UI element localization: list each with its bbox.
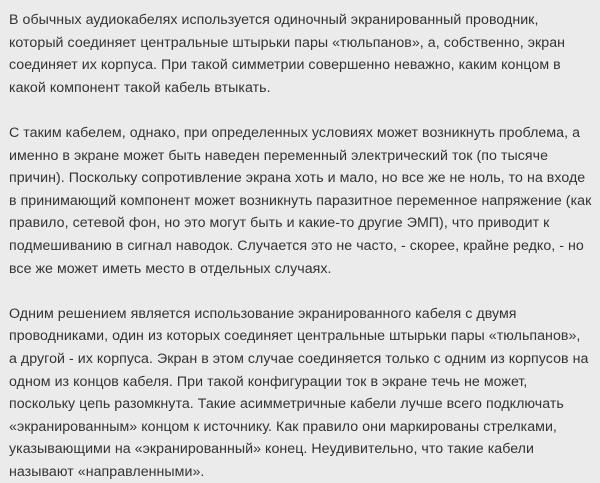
paragraph-single-conductor-cable: В обычных аудиокабелях используется одиночный экранированный проводник, который соединяет центральные штырьки пары «тюльпанов», а, собственно, экран соединяет их корпуса. При такой симметрии совершенно неважно, каким концом в какой компонент такой кабель втыкать. [9, 12, 566, 96]
paragraph-directional-cable-solution: Одним решением является использование экранированного кабеля с двумя проводниками, один из которых соединяет центральные штырьки пары «тюльпанов», а другой - их корпуса. Экран в этом случае соединяется только с одним из корпусов на одном из концов кабеля. При такой конфигурации ток в экране течь не может, поскольку цепь разомкнута. Такие асимметричные кабели лучше всего подключать «экранированным» концом к источнику. Как правило они маркированы стрелками, указывающими на «экранированный» конец. Неудивительно, что такие кабели называют «направленными». [9, 305, 589, 480]
paragraph-shield-current-problem: С таким кабелем, однако, при определенных условиях может возникнуть проблема, а именно в экране может быть наведен переменный электрический ток (по тысяче причин). Поскольку сопротивление экрана хоть и мало, но все же не ноль, то на входе в принимающий компонент может возникнуть паразитное переменное напряжение (как правило, сетевой фон, но это могут быть и какие-то другие ЭМП), что приводит к подмешиванию в сигнал наводок. Случается это не часто, - скорее, крайне редко, - но все же может иметь место в отдельных случаях. [9, 124, 592, 277]
